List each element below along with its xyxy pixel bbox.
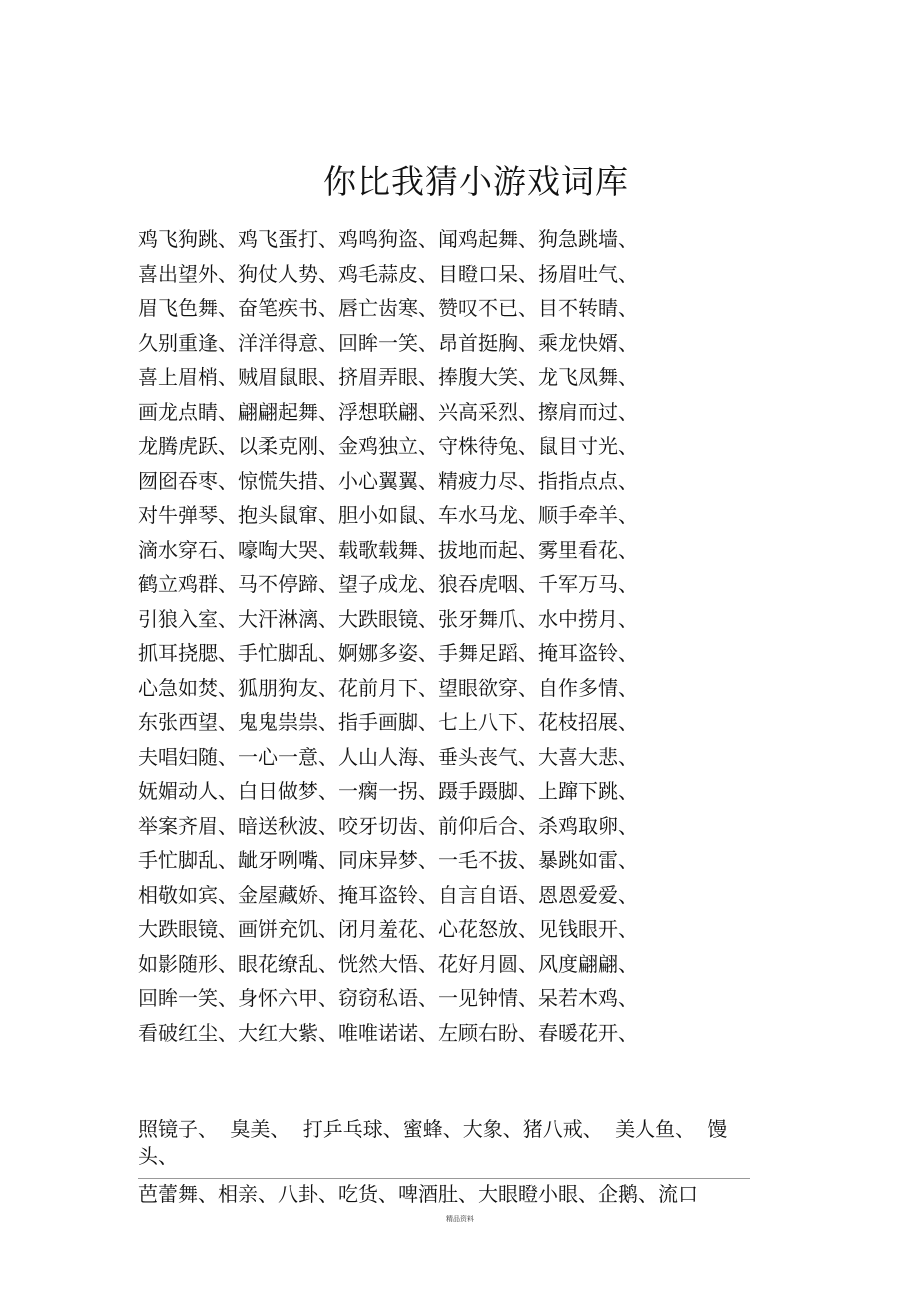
idiom-line: 龙腾虎跃、以柔克刚、金鸡独立、守株待兔、鼠目寸光、: [138, 434, 638, 458]
page-title: 你比我猜小游戏词库: [323, 162, 629, 201]
idiom-line: 妩媚动人、白日做梦、一瘸一拐、蹑手蹑脚、上蹿下跳、: [138, 779, 638, 803]
idiom-line: 滴水穿石、嚎啕大哭、载歌载舞、拔地而起、雾里看花、: [138, 537, 638, 562]
idiom-line: 心急如焚、狐朋狗友、花前月下、望眼欲穿、自作多情、: [138, 675, 638, 700]
idiom-line: 画龙点睛、翩翩起舞、浮想联翩、兴高采烈、擦肩而过、: [138, 399, 638, 424]
footer-watermark: 精品资料: [446, 1215, 474, 1223]
word-list-continued: 芭蕾舞、相亲、八卦、吃货、啤酒肚、大眼瞪小眼、企鹅、流口: [138, 1182, 698, 1206]
idiom-line: 看破红尘、大红大紫、唯唯诺诺、左顾右盼、春暖花开、: [138, 1020, 638, 1045]
idiom-line: 引狼入室、大汗淋漓、大跌眼镜、张牙舞爪、水中捞月、: [138, 606, 638, 631]
idiom-line: 对牛弹琴、抱头鼠窜、胆小如鼠、车水马龙、顺手牵羊、: [138, 503, 638, 527]
idiom-line: 相敬如宾、金屋藏娇、掩耳盗铃、自言自语、恩恩爱爱、: [138, 882, 638, 907]
idiom-line: 如影随形、眼花缭乱、恍然大悟、花好月圆、风度翩翩、: [138, 951, 638, 976]
word-list-paragraph: 照镜子、 臭美、 打乒乓球、蜜蜂、大象、猪八戒、 美人鱼、 馒头、: [138, 1117, 728, 1168]
footer-divider: [138, 1178, 750, 1179]
idiom-line: 久别重逢、洋洋得意、回眸一笑、昂首挺胸、乘龙快婿、: [138, 330, 638, 355]
idiom-line: 鹤立鸡群、马不停蹄、望子成龙、狼吞虎咽、千军万马、: [138, 572, 638, 596]
idiom-list: [138, 222, 778, 1050]
idiom-line: 回眸一笑、身怀六甲、窃窃私语、一见钟情、呆若木鸡、: [138, 986, 638, 1010]
idiom-line: 大跌眼镜、画饼充饥、闭月羞花、心花怒放、见钱眼开、: [138, 917, 638, 941]
idiom-line: 手忙脚乱、龇牙咧嘴、同床异梦、一毛不拔、暴跳如雷、: [138, 848, 638, 872]
idiom-line: 举案齐眉、暗送秋波、咬牙切齿、前仰后合、杀鸡取卵、: [138, 813, 638, 838]
idiom-line: 眉飞色舞、奋笔疾书、唇亡齿寒、赞叹不已、目不转睛、: [138, 296, 638, 320]
idiom-line: 喜上眉梢、贼眉鼠眼、挤眉弄眼、捧腹大笑、龙飞凤舞、: [138, 365, 638, 389]
idiom-line: 囫囵吞枣、惊慌失措、小心翼翼、精疲力尽、指指点点、: [138, 468, 638, 493]
idiom-line: 喜出望外、狗仗人势、鸡毛蒜皮、目瞪口呆、扬眉吐气、: [138, 261, 638, 286]
idiom-line: 东张西望、鬼鬼祟祟、指手画脚、七上八下、花枝招展、: [138, 710, 638, 734]
idiom-line: 夫唱妇随、一心一意、人山人海、垂头丧气、大喜大悲、: [138, 744, 638, 769]
idiom-line: 抓耳挠腮、手忙脚乱、婀娜多姿、手舞足蹈、掩耳盗铃、: [138, 641, 638, 665]
idiom-line: 鸡飞狗跳、鸡飞蛋打、鸡鸣狗盗、闻鸡起舞、狗急跳墙、: [138, 227, 638, 251]
